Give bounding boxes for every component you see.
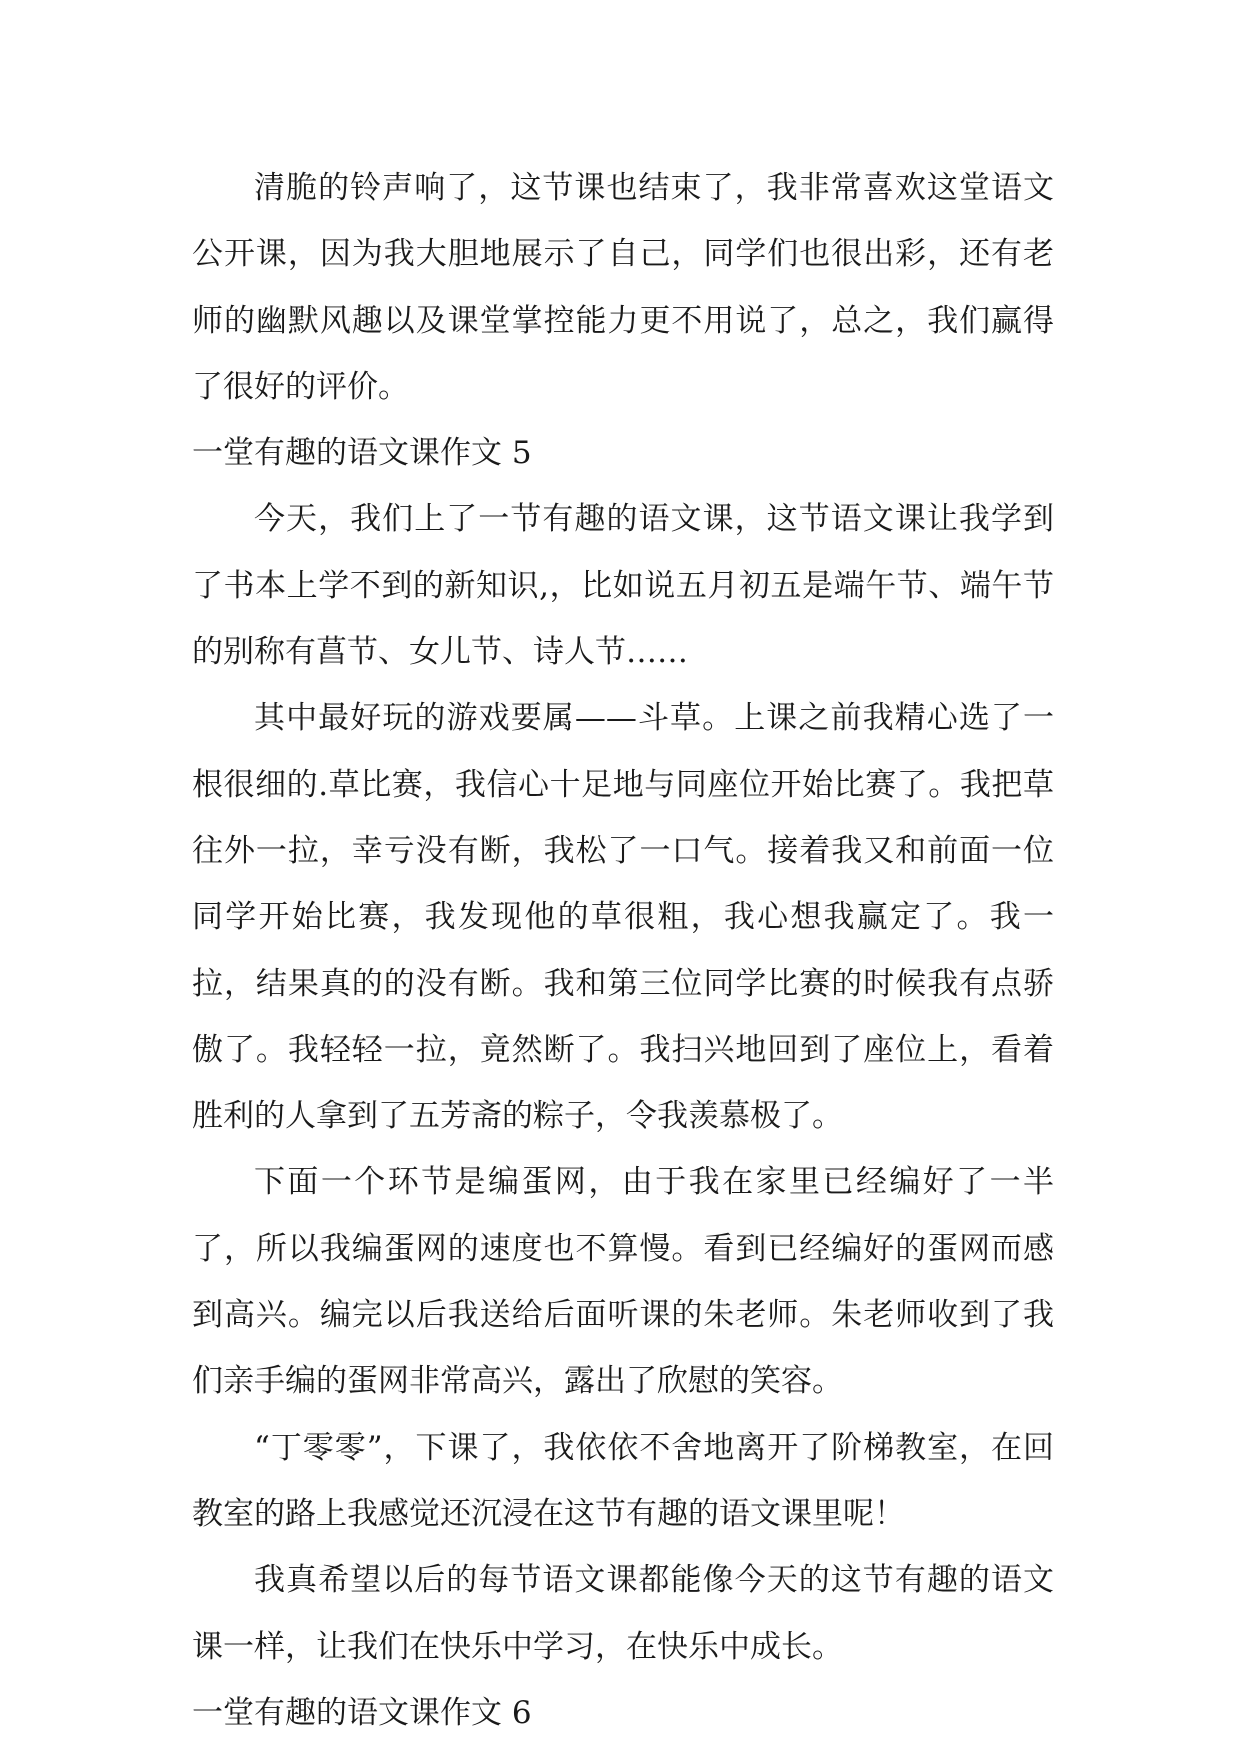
- essay-heading-6: 一堂有趣的语文课作文 6: [192, 1694, 532, 1731]
- essay-heading-5: 一堂有趣的语文课作文 5: [192, 435, 532, 472]
- paragraph-bell-ending: 清脆的铃声响了，这节课也结束了，我非常喜欢这堂语文公开课，因为我大胆地展示了自己，同学们也很出彩，还有老师的幽默风趣以及课堂掌控能力更不用说了，总之，我们赢得了很好的评价。: [192, 170, 1054, 405]
- paragraph-egg-net: 下面一个环节是编蛋网，由于我在家里已经编好了一半了，所以我编蛋网的速度也不算慢。看到已经编好的蛋网而感到高兴。编完以后我送给后面听课的朱老师。朱老师收到了我们亲手编的蛋网非常高兴，露出了欣慰的笑容。: [192, 1164, 1054, 1400]
- paragraph-grass-fighting: 其中最好玩的游戏要属——斗草。上课之前我精心选了一根很细的.草比赛，我信心十足地与同座位开始比赛了。我把草往外一拉，幸亏没有断，我松了一口气。接着我又和前面一位同学开始比赛，我发现他的草很粗，我心想我赢定了。我一拉，结果真的的没有断。我和第三位同学比赛的时候我有点骄傲了。我轻轻一拉，竟然断了。我扫兴地回到了座位上，看着胜利的人拿到了五芳斋的粽子，令我羡慕极了。: [192, 700, 1054, 1135]
- paragraph-dragon-boat-knowledge: 今天，我们上了一节有趣的语文课，这节语文课让我学到了书本上学不到的新知识,，比如说五月初五是端午节、端午节的别称有菖节、女儿节、诗人节……: [192, 501, 1054, 671]
- paragraph-class-over: “丁零零”，下课了，我依依不舍地离开了阶梯教室，在回教室的路上我感觉还沉浸在这节有趣的语文课里呢！: [192, 1429, 1054, 1532]
- paragraph-hope: 我真希望以后的每节语文课都能像今天的这节有趣的语文课一样，让我们在快乐中学习，在快乐中成长。: [192, 1562, 1054, 1665]
- document-body: [192, 155, 1054, 1746]
